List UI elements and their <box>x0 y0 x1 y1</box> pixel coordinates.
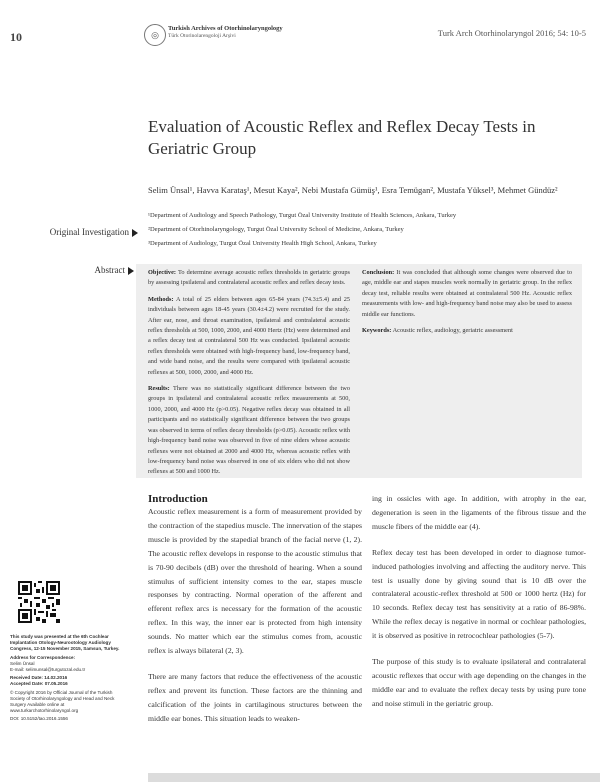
article-title: Evaluation of Acoustic Reflex and Reflex Decay Tests in Geriatric Group <box>148 117 536 158</box>
article-footnote <box>10 634 128 723</box>
abstract-results: Results: There was no statistically significant difference between the two groups in ipsilateral and contralateral acoustic reflex measurements at 500, 1000, 2000, and 4000 Hz (p>0.05). Negative reflex decay was obtained in all participants and no statistically significant difference between the two groups was observed in terms of reflex decay thresholds (p>0.05). Acoustic reflex with high-frequency band noise was observed in five of nine elders whose acoustic reflexes were not obtained at 2000 and 4000 Hz, whereas acoustic reflex with low-frequency band noise was observed in one of six elders who did not show reflexes at 500 and 1000 Hz. <box>148 385 350 476</box>
correspondence-email: E-mail: selimunsal@turgutozal.edu.tr <box>10 667 86 673</box>
abstract-objective: Objective: To determine average acoustic reflex thresholds in geriatric groups by assessing ipsilateral and contralateral acoustic reflex and reflex decay tests. <box>148 269 351 287</box>
body-right-column <box>372 492 586 723</box>
affiliation-1: ¹Department of Audiology and Speech Pathology, Turgut Özal University Institute of Health Sciences, Ankara, Turkey <box>148 212 457 219</box>
abstract-label-text: Abstract <box>94 265 125 275</box>
paragraph: Acoustic reflex measurement is a form of measurement provided by the contraction of the stapedius muscle. The innervation of the stapes muscle is provided by the stapedial branch of the facial nerve (1, 2). The acoustic reflex develops in response to the acoustic stimulus that is 70-90 decibels (dB) over the threshold of hearing. When a sound stimulus of sufficient intensity comes to the ear, stapes muscle responses by contracting. Normal operation of the afferent and efferent reflex arcs is necessary for the formation of the acoustic reflex. In this way, the inner ear is protected from high intensity sounds. No matter which ear the stimulus comes from, acoustic reflex is always bilateral (2, 3). <box>148 507 362 656</box>
abstract-label <box>10 265 134 275</box>
qr-code-icon <box>18 581 60 623</box>
paragraph: There are many factors that reduce the effectiveness of the acoustic reflex and prevent its function. These factors are the thinning and calcification of the joints in cartilaginous structures between the middle ear bones. This situation leads to weaken- <box>148 671 362 723</box>
section-heading-introduction: Introduction <box>148 493 208 505</box>
authors: Selim Ünsal¹, Havva Karataş¹, Mesut Kaya², Nebi Mustafa Gümüş¹, Esra Temügan², Mustafa Yüksel³, Mehmet Gündüz² <box>148 185 558 195</box>
affiliation-2: ²Department of Otorhinolaryngology, Turgut Özal University School of Medicine, Ankara, Turkey <box>148 226 404 233</box>
article-type-label <box>10 227 138 237</box>
paragraph: ing in ossicles with age. In addition, with atrophy in the ear, degeneration is seen in the ligaments of the fibrous tissue and the muscle fibers of the middle ear (4). <box>372 494 586 531</box>
abstract-keywords: Keywords: Acoustic reflex, audiology, geriatric assessment <box>362 327 513 335</box>
triangle-right-icon <box>132 229 138 237</box>
article-type-text: Original Investigation <box>49 227 129 237</box>
paragraph: The purpose of this study is to evaluate ipsilateral and contralateral acoustic reflexes that occur with age depending on the changes in the middle ear and to evaluate the reflex decay tests by using pure tone and noise stimuli in the geriatric group. <box>372 657 586 708</box>
correspondence-name: Selim Ünsal <box>10 660 35 666</box>
affiliation-3: ³Department of Audiology, Turgut Özal University Health High School, Ankara, Turkey <box>148 240 377 247</box>
journal-name: Turkish Archives of Otorhinolaryngology <box>168 25 283 32</box>
doi: DOI: 10.5152/tao.2016.1556 <box>10 716 68 722</box>
paragraph: Reflex decay test has been developed in order to diagnose tumor-induced pathologies involving and affecting the auditory nerve. This test is usually done by giving sound that is 10 dB over the contralateral acoustic-reflex threshold at 500 or 1000 hertz (Hz) for 10 seconds. Reflex decay test has sensitivity at a ratio of 86-98%. While the reflex decay is negative in normal or cochlear pathologies, it is observed as positive in retrocochlear pathologies (5-7). <box>372 547 586 641</box>
abstract-conclusion: Conclusion: It was concluded that although some changes were observed due to age, middle ear and stapes muscles work normally in geriatric group. In the reflex decay test, reliable results were obtained at contralateral 500 Hz. Acoustic reflex measurements with low- and high-frequency band noise may also be used to assess middle ear functions. <box>362 269 573 318</box>
abstract-left-column <box>148 268 350 484</box>
citation: Turk Arch Otorhinolaryngol 2016; 54: 10-5 <box>437 28 586 38</box>
received-date: Received Date: 14.02.2016 <box>10 675 68 681</box>
accepted-date: Accepted Date: 07.05.2016 <box>10 681 68 687</box>
journal-logo-icon: ◎ <box>144 24 166 46</box>
triangle-right-icon <box>128 267 134 275</box>
copyright: © Copyright 2016 by Official Journal of the Turkish Society of Otorhinolaryngology and Head and Neck Surgery Available online at www.turkarchotorhinolaryngol.org <box>10 689 115 714</box>
affiliations <box>148 210 578 252</box>
page-number: 10 <box>10 30 22 44</box>
presented-note: This study was presented at the 6th Cochlear Implantation Otology-Neurootology Audiology Congress, 12-15 November 2015, Samsun, Turkey. <box>10 634 120 652</box>
abstract-right-column <box>362 268 572 342</box>
abstract-methods: Methods: A total of 25 elders between ages 65-84 years (74.3±5.4) and 25 individuals between ages 18-45 years (30.4±4.2) were recruited for the study. After ear, nose, and throat examination, ipsilateral and contralateral acoustic reflex thresholds at 500, 1000, 2000, and 4000 Hertz (Hz) were determined and a reflex decay test at contralateral 500 Hz was conducted. Ipsilateral acoustic reflex thresholds were obtained with high-frequency band, low-frequency band, and wide band noise, and the results were compared with ipsilateral acoustic reflexes at 500, 1000, 2000, and 4000 Hz. <box>148 295 350 376</box>
bottom-band <box>148 773 600 782</box>
journal-subtitle: Türk Otorinolarengoloji Arşivi <box>168 33 236 39</box>
body-left-column <box>148 505 362 738</box>
address-label: Address for Correspondence: <box>10 654 76 660</box>
